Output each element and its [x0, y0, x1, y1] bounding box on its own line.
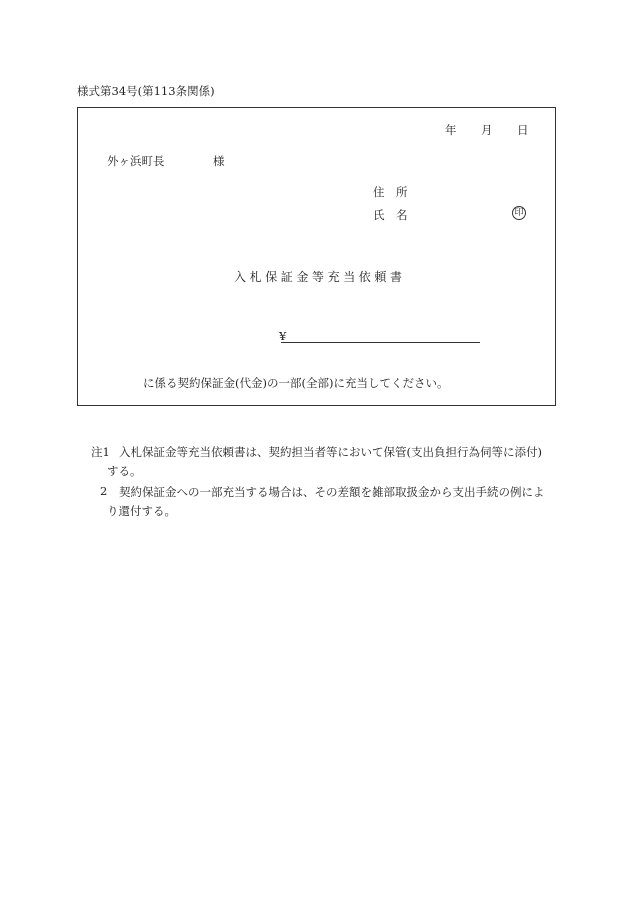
- address-label: 住 所: [373, 185, 408, 199]
- date-year-label: 年: [445, 123, 457, 137]
- note-2-line-2: り還付する。: [107, 504, 176, 518]
- date-day-label: 日: [517, 123, 529, 137]
- addressee-honorific: 様: [213, 154, 225, 168]
- form-box: [77, 107, 556, 406]
- note-2-marker: 2: [100, 484, 108, 498]
- note-1-line-2: する。: [107, 464, 142, 478]
- note-2-line-1: 契約保証金への一部充当する場合は、その差額を雑部取扱金から支出手続の例によ: [119, 485, 545, 499]
- name-label: 氏 名: [373, 208, 408, 222]
- note-1-line-1: 入札保証金等充当依頼書は、契約担当者等において保管(支出負担行為伺等に添付): [119, 445, 542, 459]
- amount-line: [281, 342, 480, 343]
- note-1-marker: 注1: [91, 445, 110, 459]
- date-month-label: 月: [481, 123, 493, 137]
- document-title: 入札保証金等充当依頼書: [234, 270, 406, 284]
- body-text: に係る契約保証金(代金)の一部(全部)に充当してください。: [143, 376, 449, 390]
- yen-symbol: ¥: [279, 329, 287, 343]
- seal-mark: 印: [512, 206, 526, 220]
- addressee-name: 外ヶ浜町長: [107, 154, 165, 168]
- form-number: 様式第34号(第113条関係): [77, 84, 215, 98]
